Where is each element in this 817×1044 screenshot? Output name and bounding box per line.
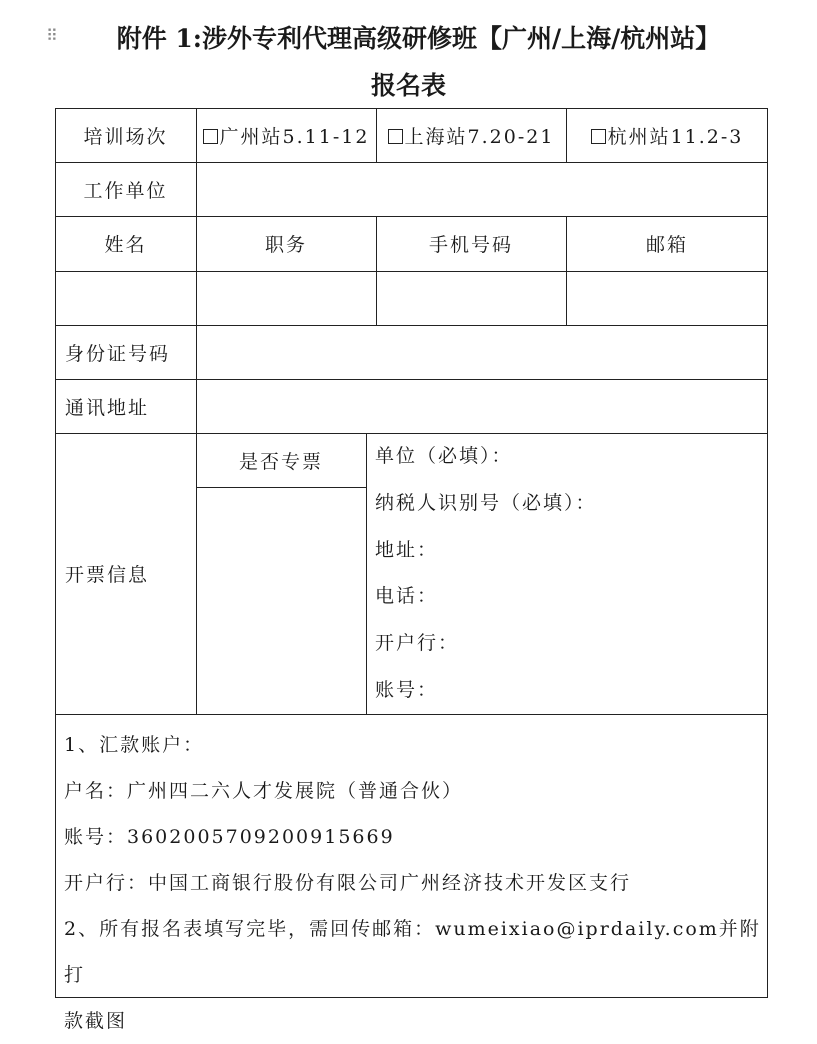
position-field[interactable] (196, 271, 376, 325)
payment-notes (64, 722, 764, 1044)
address-label: 通讯地址 (65, 396, 150, 419)
address-field[interactable] (196, 379, 768, 433)
checkbox-icon[interactable] (203, 129, 218, 144)
drag-handle-icon[interactable]: ⠿ (46, 26, 57, 45)
name-header: 姓名 (104, 234, 147, 256)
document-title: 附件 1:涉外专利代理高级研修班【广州/上海/杭州站】 (116, 24, 721, 53)
special-invoice-label: 是否专票 (238, 450, 323, 473)
note-line: 2、所有报名表填写完毕，需回传邮箱：wumeixiao@iprdaily.com并附打 (64, 918, 761, 986)
id-number-label: 身份证号码 (65, 342, 171, 365)
invoice-taxpayer-id-line[interactable]: 纳税人识别号（必填）： (375, 491, 597, 514)
invoice-company-line[interactable]: 单位（必填）： (375, 445, 513, 467)
note-line: 账号：3602005709200915669 (64, 826, 395, 848)
document-subtitle: 报名表 (370, 71, 446, 100)
invoice-bank-line[interactable]: 开户行： (375, 632, 460, 655)
note-line: 开户行：中国工商银行股份有限公司广州经济技术开发区支行 (64, 872, 632, 894)
email-field[interactable] (566, 271, 768, 325)
employer-label: 工作单位 (83, 179, 168, 202)
id-number-field[interactable] (196, 325, 768, 379)
note-line: 1、汇款账户： (64, 734, 205, 756)
special-invoice-field[interactable] (196, 487, 366, 714)
phone-header: 手机号码 (428, 234, 513, 256)
checkbox-icon[interactable] (388, 129, 403, 144)
venue-label: 培训场次 (83, 125, 168, 148)
checkbox-icon[interactable] (591, 129, 606, 144)
column-divider (366, 433, 367, 714)
note-line: 款截图 (64, 1010, 128, 1032)
invoice-label: 开票信息 (65, 564, 150, 586)
phone-field[interactable] (376, 271, 566, 325)
note-line: 户名：广州四二六人才发展院（普通合伙） (64, 780, 464, 802)
position-header: 职务 (264, 234, 307, 256)
venue-option-hangzhou[interactable]: 杭州站11.2-3 (566, 108, 768, 162)
invoice-address-line[interactable]: 地址： (375, 538, 439, 561)
invoice-phone-line[interactable]: 电话： (375, 585, 439, 608)
invoice-fields (375, 440, 755, 721)
name-field[interactable] (55, 271, 196, 325)
venue-option-guangzhou[interactable]: 广州站5.11-12 (196, 108, 376, 162)
employer-field[interactable] (196, 162, 768, 216)
venue-option-shanghai[interactable]: 上海站7.20-21 (376, 108, 566, 162)
email-header: 邮箱 (645, 234, 688, 256)
invoice-account-line[interactable]: 账号： (375, 678, 439, 701)
